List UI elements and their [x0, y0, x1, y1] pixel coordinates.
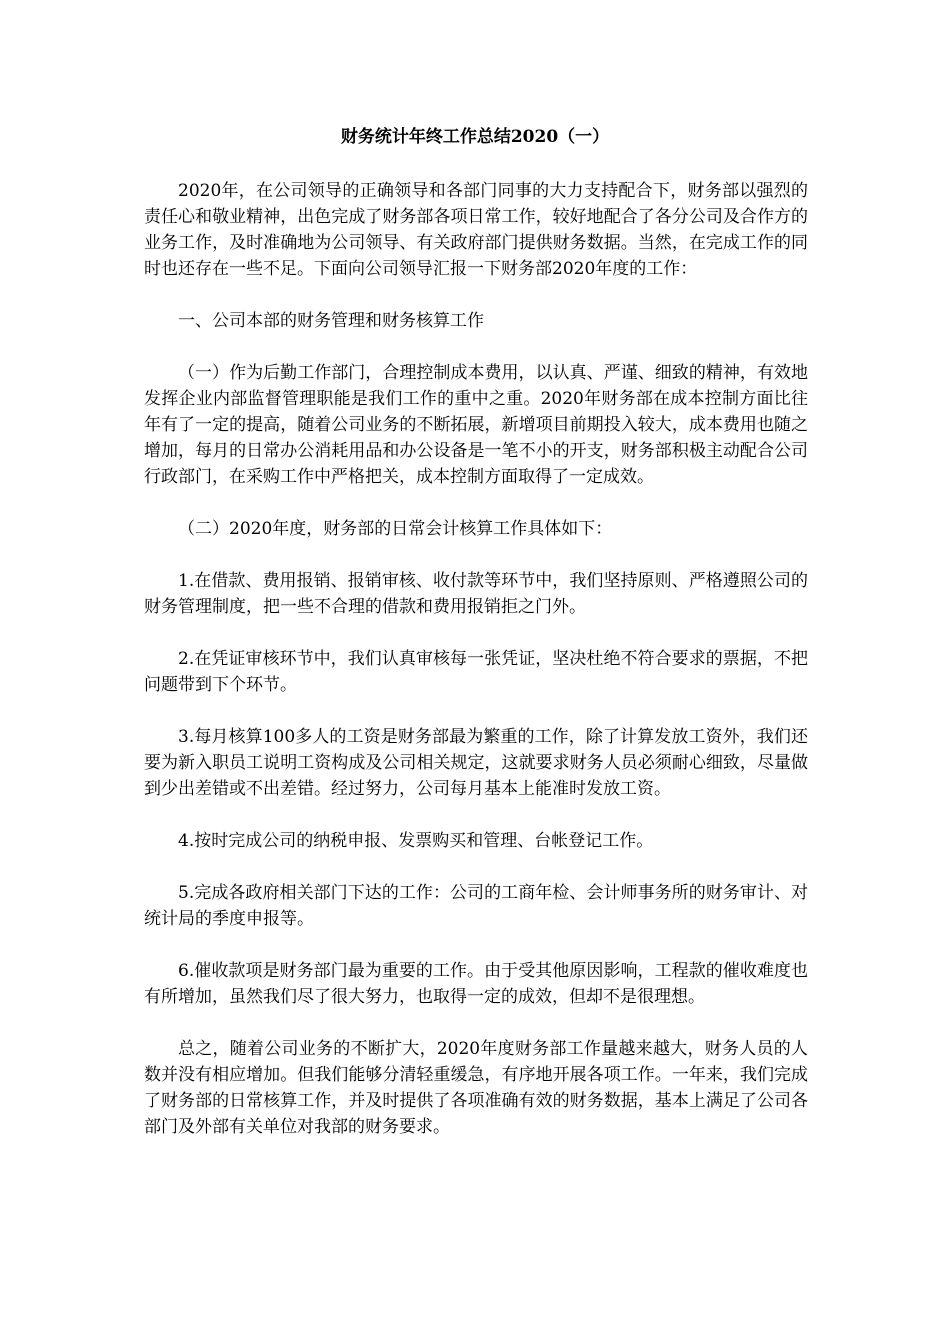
subsection-heading-2: （二）2020年度，财务部的日常会计核算工作具体如下： [178, 519, 613, 539]
document-body [144, 178, 808, 1166]
list-item-5: 5.完成各政府相关部门下达的工作：公司的工商年检、会计师事务所的财务审计、对统计局的季度申报等。 [144, 883, 808, 929]
paragraph-cost-control: （一）作为后勤工作部门，合理控制成本费用，以认真、严谨、细致的精神，有效地发挥企业内部监督管理职能是我们工作的重中之重。2020年财务部在成本控制方面比往年有了一定的提高，随着公司业务的不断拓展，新增项目前期投入较大，成本费用也随之增加，每月的日常办公消耗用品和办公设备是一笔不小的开支，财务部积极主动配合公司行政部门，在采购工作中严格把关，成本控制方面取得了一定成效。 [144, 363, 808, 487]
list-item-3: 3.每月核算100多人的工资是财务部最为繁重的工作，除了计算发放工资外，我们还要为新入职员工说明工资构成及公司相关规定，这就要求财务人员必须耐心细致，尽量做到少出差错或不出差错。经过努力，公司每月基本上能准时发放工资。 [144, 727, 808, 799]
list-item-2: 2.在凭证审核环节中，我们认真审核每一张凭证，坚决杜绝不符合要求的票据，不把问题带到下个环节。 [144, 649, 808, 695]
paragraph-summary: 总之，随着公司业务的不断扩大，2020年度财务部工作量越来越大，财务人员的人数并没有相应增加。但我们能够分清轻重缓急，有序地开展各项工作。一年来，我们完成了财务部的日常核算工作，并及时提供了各项准确有效的财务数据，基本上满足了公司各部门及外部有关单位对我部的财务要求。 [144, 1039, 808, 1137]
list-item-6: 6.催收款项是财务部门最为重要的工作。由于受其他原因影响，工程款的催收难度也有所增加，虽然我们尽了很大努力，也取得一定的成效，但却不是很理想。 [144, 961, 808, 1007]
list-item-1: 1.在借款、费用报销、报销审核、收付款等环节中，我们坚持原则、严格遵照公司的财务管理制度，把一些不合理的借款和费用报销拒之门外。 [144, 571, 808, 617]
paragraph-intro: 2020年，在公司领导的正确领导和各部门同事的大力支持配合下，财务部以强烈的责任心和敬业精神，出色完成了财务部各项日常工作，较好地配合了各分公司及合作方的业务工作，及时准确地为公司领导、有关政府部门提供财务数据。当然，在完成工作的同时也还存在一些不足。下面向公司领导汇报一下财务部2020年度的工作： [144, 181, 808, 279]
section-heading-1: 一、公司本部的财务管理和财务核算工作 [178, 311, 484, 331]
document-title: 财务统计年终工作总结2020（一） [340, 127, 610, 147]
list-item-4: 4.按时完成公司的纳税申报、发票购买和管理、台帐登记工作。 [178, 831, 654, 851]
